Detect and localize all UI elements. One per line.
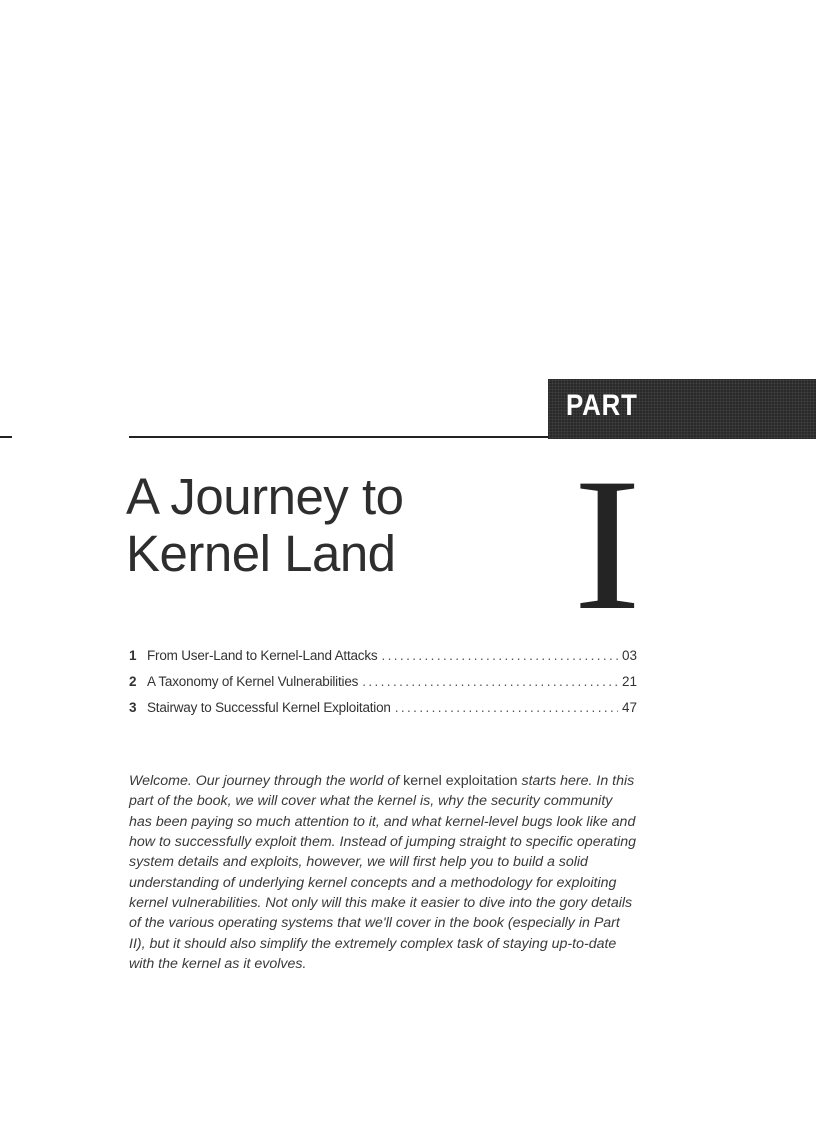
intro-lead: Welcome. Our journey through the world of [129, 773, 404, 790]
chapter-page: 21 [621, 674, 637, 689]
part-title-line-1: A Journey to [126, 468, 404, 525]
chapter-list [129, 648, 637, 726]
intro-emphasis: kernel exploitation [403, 773, 518, 790]
chapter-entry[interactable] [129, 648, 637, 674]
intro-paragraph [129, 771, 639, 974]
chapter-title: A Taxonomy of Kernel Vulnerabilities [147, 674, 359, 689]
chapter-title: Stairway to Successful Kernel Exploitation [147, 700, 391, 715]
chapter-number: 3 [129, 700, 137, 715]
leader-dots [362, 674, 618, 689]
chapter-number: 1 [129, 648, 137, 663]
chapter-entry[interactable] [129, 674, 637, 700]
margin-tick-mark [0, 436, 12, 438]
chapter-title: From User-Land to Kernel-Land Attacks [147, 648, 378, 663]
chapter-page: 03 [621, 648, 637, 663]
part-numeral: I [573, 440, 642, 650]
chapter-page: 47 [621, 700, 637, 715]
part-title [126, 468, 556, 582]
leader-dots [381, 648, 618, 663]
leader-dots [395, 700, 618, 715]
part-label: PART [566, 389, 638, 422]
chapter-number: 2 [129, 674, 137, 689]
title-rule [129, 436, 549, 438]
part-banner [548, 379, 816, 439]
chapter-entry[interactable] [129, 700, 637, 726]
part-title-line-2: Kernel Land [126, 525, 396, 582]
intro-body: starts here. In this part of the book, we will cover what the kernel is, why the security community has been paying so much attention to it, and what kernel-level bugs look like and how to successfully exploit them. Instead of jumping straight to specific operating system details and exploits, however, we will first help you to build a solid understanding of underlying kernel concepts and a methodology for exploiting kernel vulnerabilities. Not only will this make it easier to dive into the gory details of the various operating systems that we'll cover in the book (especially in Part II), but it should also simplify the extremely complex task of staying up-to-date with the kernel as it evolves. [129, 773, 637, 972]
